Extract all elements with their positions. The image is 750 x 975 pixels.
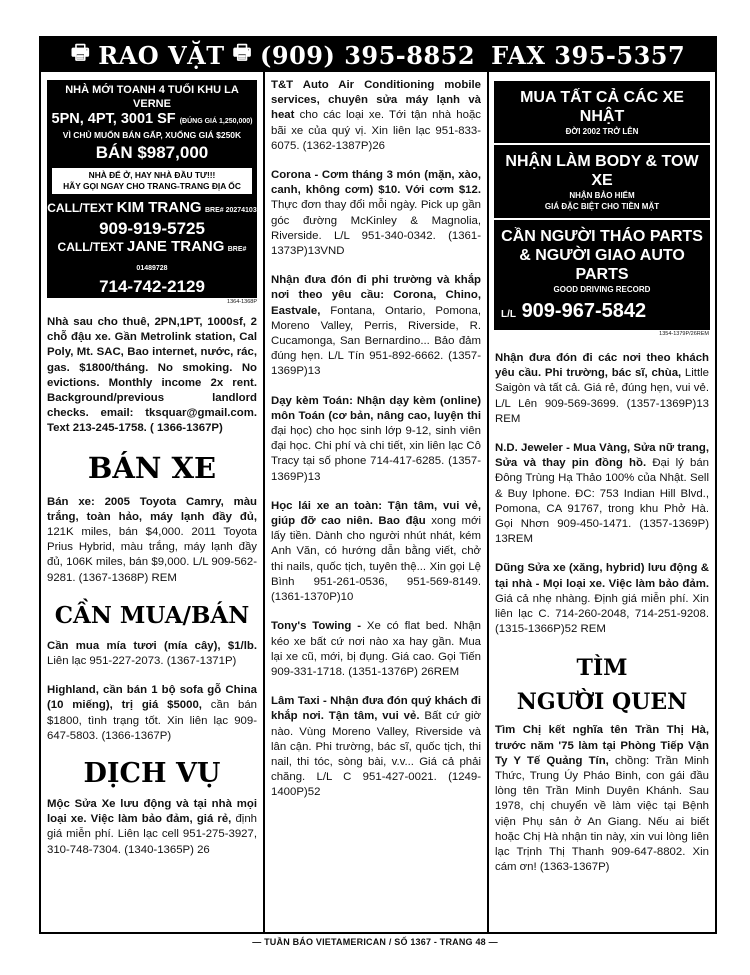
printer-icon: 🖶 xyxy=(232,40,253,64)
classifieds-page xyxy=(39,36,717,934)
section-tim-nguoi-quen: TÌM NGƯỜI QUEN xyxy=(516,655,688,716)
agent-1: CALL/TEXT KIM TRANG BRE# 20274103 xyxy=(47,199,257,216)
section-can-mua: CẦN MUA/BÁN xyxy=(54,601,250,629)
realestate-discount: VÌ CHỦ MUỐN BÁN GẤP, XUỐNG GIÁ $250K xyxy=(62,130,242,140)
realestate-specs: 5PN, 4PT, 3001 SF (ĐÚNG GIÁ 1,250,000) xyxy=(51,111,253,127)
ad-ref: 1354-1379P/26REM xyxy=(659,331,709,337)
ad-driving-school: Học lái xe an toàn: Tận tâm, vui vẻ, giúp đỡ cao niên. Bao đậu xong mới lấy tiền. Dành cho người nhút nhát, kém Anh Văn, có hướng dẫn bằng viết, chở thi nails, quốc tịch, tuyên thệ... Xin gọi Lệ Bình 951-261-0536, 951-569-8149. (1361-1370P)10 xyxy=(271,499,481,604)
auto-box-2: NHẬN LÀM BODY & TOW XE NHẬN BẢO HIỂM GIÁ ĐẶC BIỆT CHO TIỀN MẶT xyxy=(495,146,709,217)
realestate-callout: NHÀ ĐỂ Ở, HAY NHÀ ĐẦU TƯ!!! HÃY GỌI NGAY CHO TRANG-TRANG ĐỊA ỐC xyxy=(51,167,253,195)
auto-box-3: CẦN NGƯỜI THÁO PARTS & NGƯỜI GIAO AUTO PARTS GOOD DRIVING RECORD L/L 909-967-5842 xyxy=(495,221,709,329)
page-header xyxy=(41,38,715,72)
header-fax: FAX 395-5357 xyxy=(491,40,686,70)
ad-sofa: Highland, cần bán 1 bộ sofa gỗ China (10 miếng), trị giá $5000, cần bán $1800, tình trạng tốt. Xin liên lạc 909-647-5803. (1366-1367P) xyxy=(47,684,257,742)
section-ban-xe: BÁN XE xyxy=(87,450,217,485)
ad-ref: 1364-1368P xyxy=(227,299,257,305)
column-2 xyxy=(265,72,489,932)
realestate-price: BÁN $987,000 xyxy=(95,143,209,162)
agent-1-phone: 909-919-5725 xyxy=(99,219,205,238)
page-footer: — TUẦN BÁO VIETAMERICAN / SỐ 1367 - TRANG 48 — xyxy=(252,937,498,947)
ad-air-conditioning: T&T Auto Air Conditioning mobile services, chuyên sửa máy lạnh và heat cho các loại xe. Tới tận nhà hoặc bãi xe của quý vị. Xin liên lạc 951-833-6075. (1362-1387P)26 xyxy=(271,79,481,152)
agent-2-phone: 714-742-2129 xyxy=(99,277,205,296)
realestate-headline: NHÀ MỚI TOANH 4 TUỔI KHU LA VERNE xyxy=(65,84,239,110)
auto-box-1: MUA TẤT CẢ CÁC XE NHẬT ĐỜI 2002 TRỞ LÊN xyxy=(495,82,709,142)
realestate-ad xyxy=(47,80,257,298)
header-phone: (909) 395-8852 xyxy=(260,40,476,70)
ad-rent: Nhà sau cho thuê, 2PN,1PT, 1000sf, 2 chỗ đậu xe. Gần Metrolink station, Cal Poly, Mt. SAC, Bao internet, nước, rác, gas. $1800/tháng. No smoking. No evictions. Monthly income 2x rent. Background/previous landlord checks. email: tksquar@gmail.com. Text 213-245-1758. ( 1366-1367P) xyxy=(47,316,257,435)
ad-corona-meals: Corona - Cơm tháng 3 món (mặn, xào, canh, không cơm) $10. Với cơm $12. Thực đơn thay đổi mỗi ngày. Pick up gần góc đường McKinley & Magnolia, Riverside. L/L 951-340-0342. (1361-1373P)13VND xyxy=(271,169,481,258)
ad-pickup: Nhận đưa đón đi các nơi theo khách yêu cầu. Phi trường, bác sĩ, chùa, Little Saigòn và tất cả. Giá rẻ, đúng hẹn, vui vẻ. L/L Lên 909-569-3699. (1357-1369P)13 REM xyxy=(495,352,709,425)
column-1 xyxy=(41,72,265,932)
printer-icon: 🖶 xyxy=(70,40,91,64)
ad-sugarcane: Cần mua mía tươi (mía cây), $1/lb. Liên lạc 951-227-2073. (1367-1371P) xyxy=(47,639,257,668)
ad-taxi: Lâm Taxi - Nhận đưa đón quý khách đi khắp nơi. Tận tâm, vui vẻ. Bất cứ giờ nào. Vùng Moreno Valley, Riverside và lân cận. Phi trường, bác sĩ, quốc tịch, thi nail, thi tóc, sòng bài, v.v... Giá cả phải chăng. L/L C 951-427-0021. (1249-1400P)52 xyxy=(271,695,481,799)
ad-mechanic: Mộc Sửa Xe lưu động và tại nhà mọi loại xe. Việc làm bảo đảm, giá rẻ, định giá miễn phí. Liên lạc cell 951-275-3927, 310-748-7304. (1340-1365P) 26 xyxy=(47,798,257,856)
header-title: RAO VẶT xyxy=(98,40,225,70)
ad-jeweler: N.D. Jeweler - Mua Vàng, Sửa nữ trang, Sửa và thay pin đồng hồ. Đại lý bán Đông Trùng Hạ Thảo 100% của Nhật. Sell & Buy Iphone. ĐC: 753 Indian Hill Blvd., Pomona, CA 91767, trong khu Phở Hà. Gọi Nhơn 909-450-1471. (1357-1369P) 13REM xyxy=(495,442,709,546)
auto-parts-ad xyxy=(495,82,709,337)
ad-math-tutor: Dạy kèm Toán: Nhận dạy kèm (online) môn Toán (cơ bản, nâng cao, luyện thi đại học) cho học sinh lớp 9-12, sinh viên đại học. Chi phí và chi tiết, xin liên lạc Cô Tracy tại số phone 714-417-6285. (1357-1369P)13 xyxy=(271,394,481,483)
column-3 xyxy=(489,72,715,932)
agent-2: CALL/TEXT JANE TRANG BRE# 01489728 xyxy=(57,238,247,272)
section-dich-vu: DỊCH VỤ xyxy=(83,758,221,790)
ad-towing: Tony's Towing - Xe có flat bed. Nhận kéo xe bất cứ nơi nào xa hay gần. Mua lại xe cũ, mới, bị đụng. Giá cao. Gọi Tiến 909-331-1718. (1351-1376P) 26REM xyxy=(271,620,481,678)
ad-car: Bán xe: 2005 Toyota Camry, màu trắng, toàn hảo, máy lạnh đầy đủ, 121K miles, bán $4,000. 2011 Toyota Prius Hybrid, màu trắng, máy lạnh đầy đủ, 106K miles, bán $9,000. L/L 909-562-9281. (1367-1368P) REM xyxy=(47,495,257,584)
auto-phone: L/L 909-967-5842 xyxy=(501,300,647,322)
ad-airport-rides: Nhận đưa đón đi phi trường và khắp nơi theo yêu cầu: Corona, Chino, Eastvale, Fontana, Ontario, Pomona, Moreno Valley, Perris, Riverside, R. Cucamonga, San Bernardino... Bảo đảm đúng hẹn. L/L Tín 951-892-6662. (1357-1369P)13 xyxy=(271,274,481,378)
ad-hybrid-repair: Dũng Sửa xe (xăng, hybrid) lưu động & tại nhà - Mọi loại xe. Việc làm bảo đảm. Giá cả nhẹ nhàng. Định giá miễn phí. Xin liên lạc C. 714-260-2048, 714-251-9208. (1315-1366P)52 REM xyxy=(495,562,709,636)
ad-find-person: Tìm Chị kết nghĩa tên Trần Thị Hà, trước năm '75 làm tại Phòng Tiếp Vận Ty Y Tế Quảng Tín, chồng: Trần Minh Thức, Trung Úy Pháo Binh, con gái đầu lòng tên Trần Minh Duyên Khánh. Sau 1978, chị chuyển về làm việc tại Bệnh viện Phụ sản ở An Giang. Nếu ai biết hoặc Chị Hà nhận tin này, xin vui lòng liên lạc Trịnh Thị Thanh 909-647-8802. Xin cám ơn! (1363-1367P) xyxy=(495,724,709,874)
